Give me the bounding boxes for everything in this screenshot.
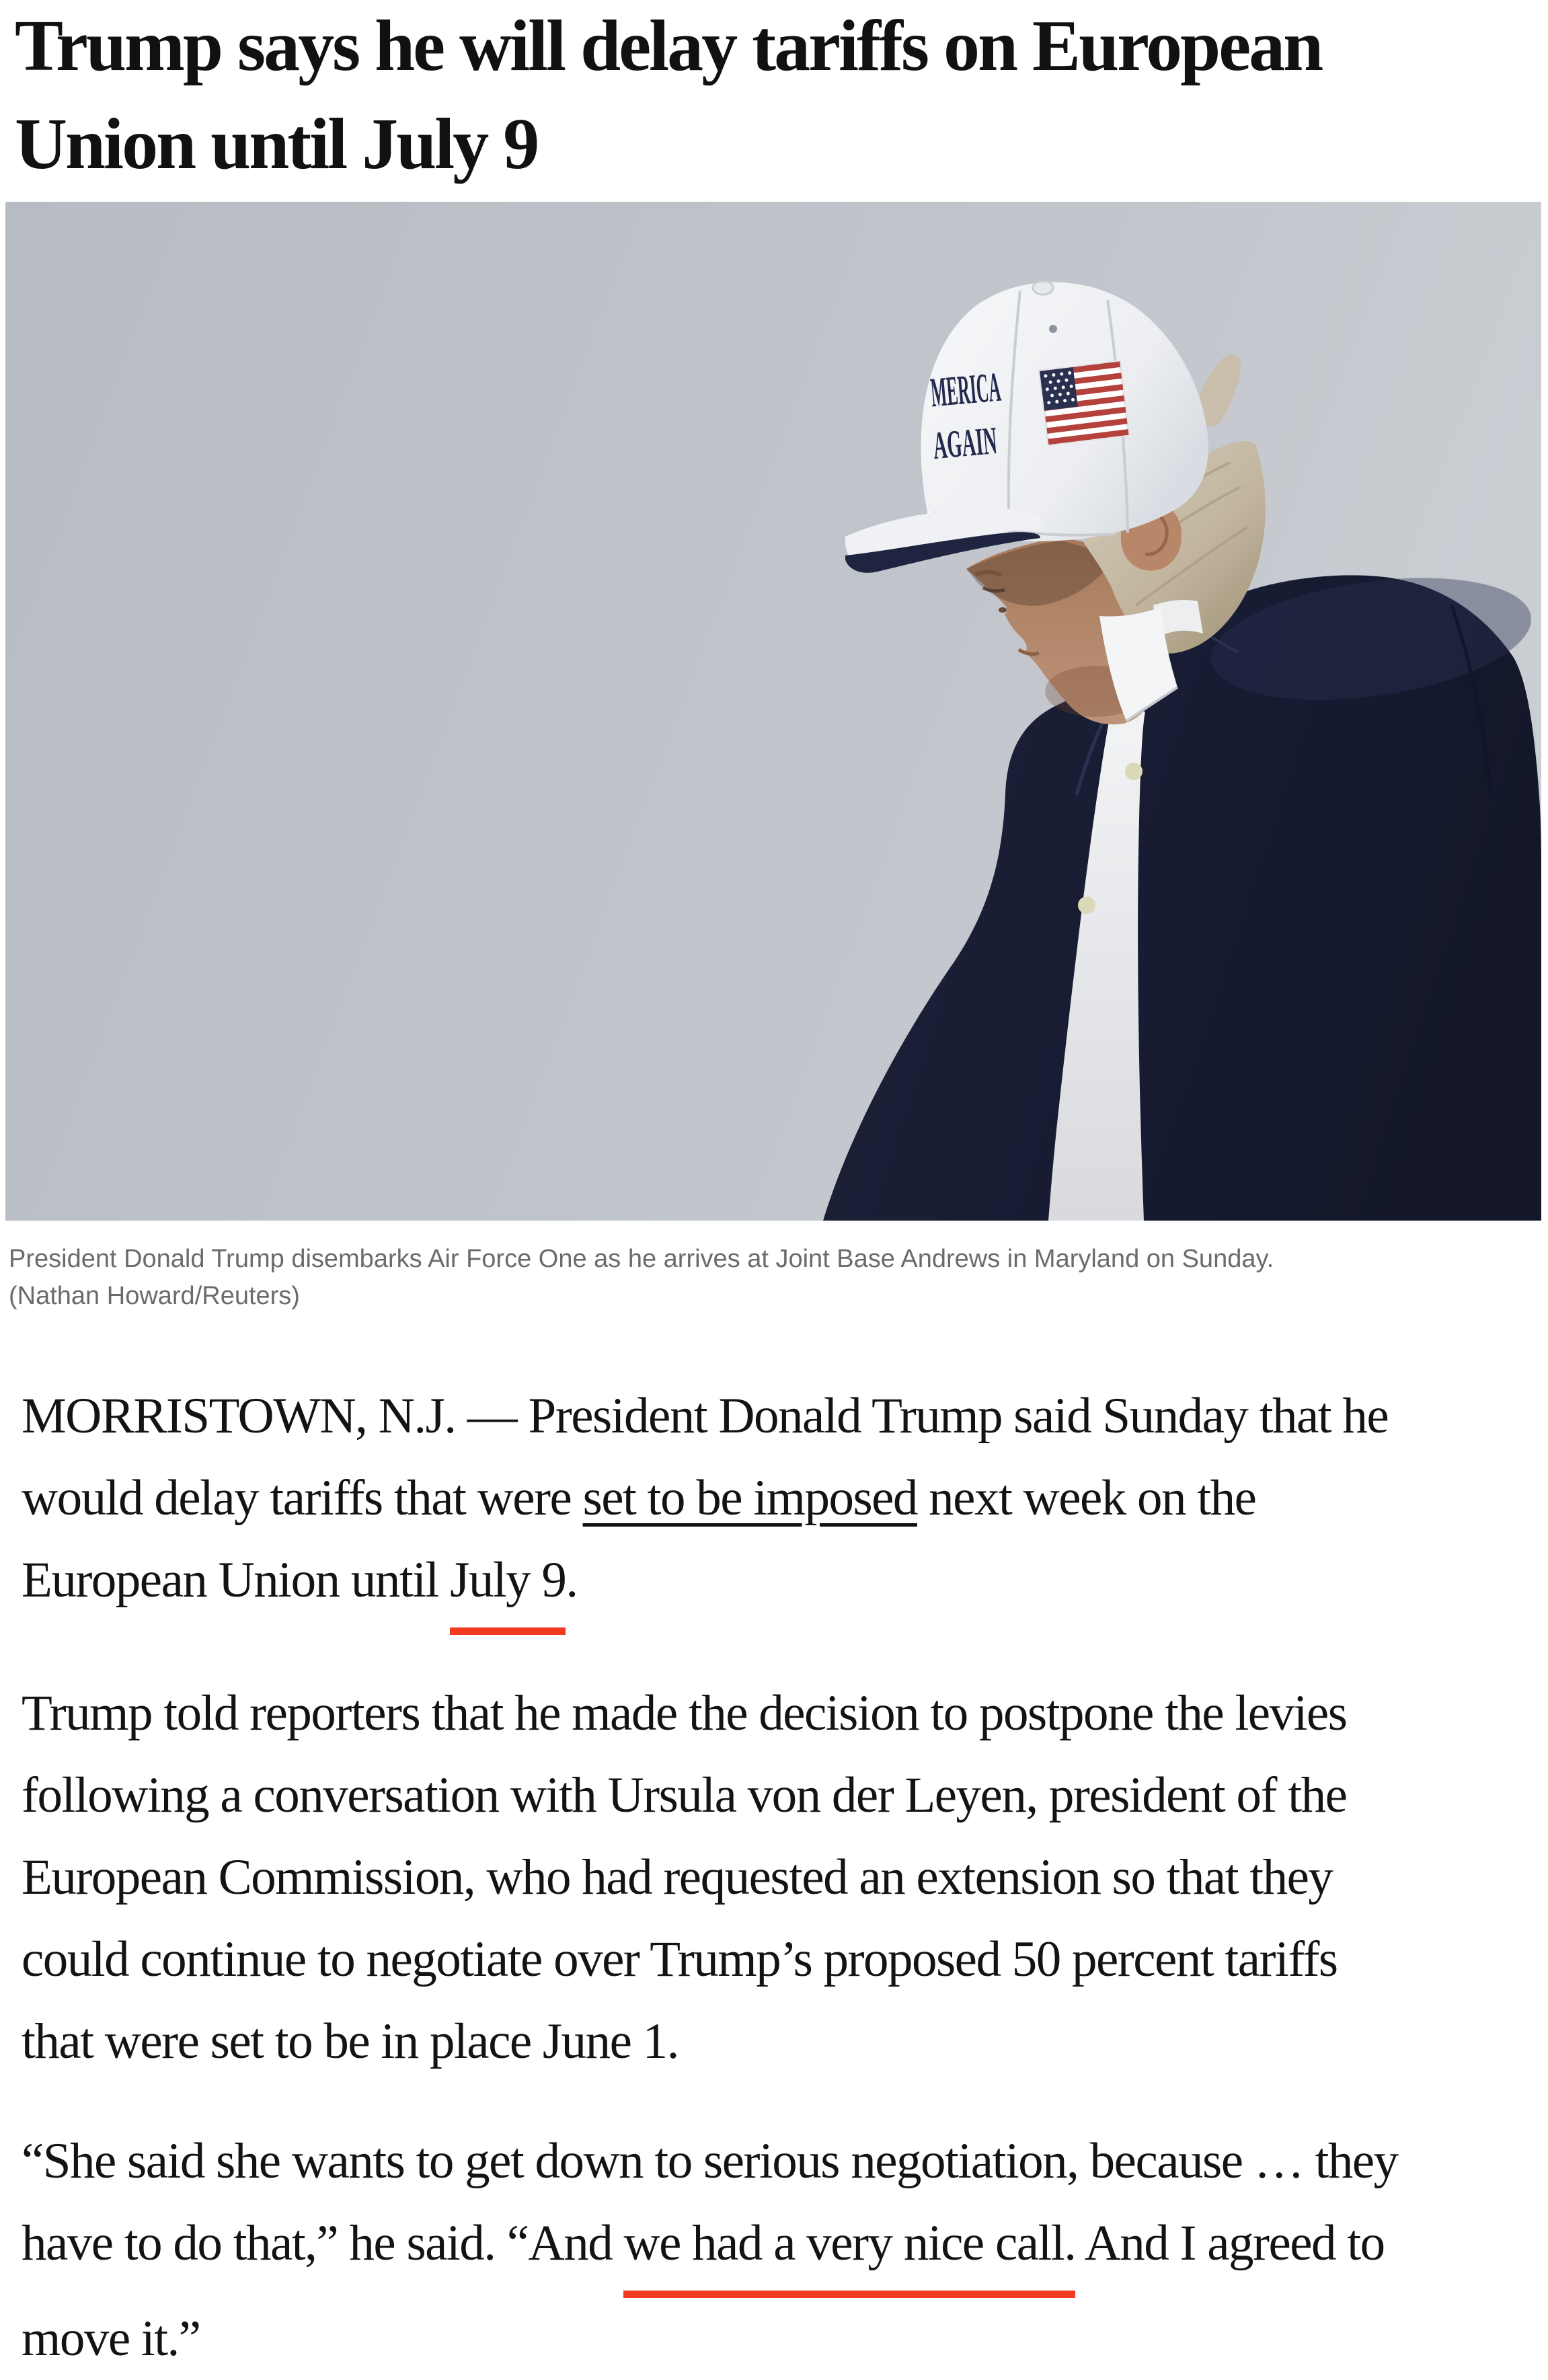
text-line [22, 1755, 1535, 1837]
text-segment: could continue to negotiate over Trump’s proposed 50 percent tariffs [22, 1931, 1338, 1987]
flag-patch-icon [1040, 361, 1129, 445]
nostril [999, 607, 1007, 613]
text-segment: Trump told reporters that he made the decision to postpone the levies [22, 1685, 1347, 1741]
article-body [22, 1375, 1535, 2380]
text-line [22, 2120, 1535, 2202]
text-segment: “She said she wants to get down to serious negotiation, because … they [22, 2133, 1398, 2189]
text-segment: And I agreed to [1075, 2215, 1385, 2271]
red-annotated-text: July 9 [450, 1539, 566, 1635]
paragraph [22, 2120, 1535, 2380]
cap-eyelet [1049, 325, 1057, 333]
paragraph [22, 1673, 1535, 2083]
text-line [22, 1375, 1535, 1457]
cap-top-button [1033, 281, 1053, 295]
text-line [22, 1457, 1535, 1539]
text-segment: have to do that,” he said. “And [22, 2215, 624, 2271]
inline-link[interactable]: set to be imposed [582, 1470, 917, 1526]
headline-line-1: Trump says he will delay tariffs on European [15, 6, 1322, 86]
caption-text: President Donald Trump disembarks Air Force One as he arrives at Joint Base Andrews in Maryland on Sunday. [9, 1245, 1274, 1273]
red-annotated-text: we had a very nice call. [623, 2202, 1075, 2298]
article-headline [15, 0, 1528, 194]
text-line [22, 1919, 1535, 2001]
article-photo [5, 202, 1541, 1221]
shirt-button-top [1125, 763, 1143, 780]
text-segment: MORRISTOWN, N.J. — President Donald Trump said Sunday that he [22, 1388, 1389, 1444]
text-line [22, 2202, 1535, 2298]
text-segment: following a conversation with Ursula von der Leyen, president of the [22, 1767, 1347, 1823]
text-segment: European Commission, who had requested an extension so that they [22, 1849, 1333, 1905]
cap-text-again [931, 418, 999, 467]
text-line [22, 1837, 1535, 1919]
caption-credit: (Nathan Howard/Reuters) [9, 1282, 300, 1310]
paragraph [22, 1375, 1535, 1635]
photo-caption [9, 1241, 1494, 1315]
text-segment: move it.” [22, 2311, 200, 2367]
text-segment: European Union until [22, 1552, 451, 1608]
shirt-button-bottom [1078, 896, 1095, 914]
text-segment: . [566, 1552, 578, 1608]
text-line [22, 2298, 1535, 2380]
text-segment: next week on the [917, 1470, 1256, 1526]
text-segment: that were set to be in place June 1. [22, 2013, 679, 2069]
trump-photo-illustration [5, 202, 1541, 1221]
text-line [22, 2001, 1535, 2083]
text-line [22, 1539, 1535, 1635]
text-segment: would delay tariffs that were [22, 1470, 583, 1526]
cap-text-merica [929, 364, 1003, 416]
text-line [22, 1673, 1535, 1755]
headline-line-2: Union until July 9 [15, 104, 538, 184]
